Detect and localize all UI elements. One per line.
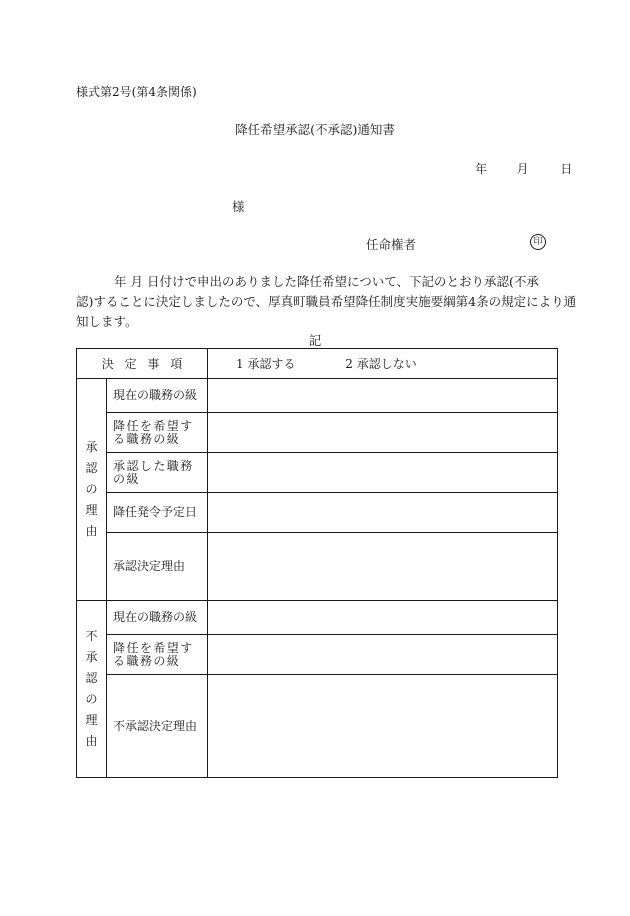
decision-row [77,349,558,379]
value-cell [208,413,558,453]
decision-options [208,349,558,379]
value-cell [208,493,558,533]
body-paragraph [76,272,577,332]
option-approve: 1 承認する [236,357,296,371]
date-day: 日 [560,162,573,176]
value-cell [208,601,558,635]
decision-label: 決定事項 [77,349,208,379]
row-label: 現在の職務の級 [107,379,208,413]
value-cell [208,533,558,601]
table-row [77,453,558,493]
date-line [475,160,572,177]
table-row [77,493,558,533]
row-label: 降任発令予定日 [107,493,208,533]
ki-heading: 記 [308,333,322,348]
table-row [77,675,558,778]
addressee: 様 [232,199,245,214]
date-month: 月 [516,162,529,176]
table-row [77,413,558,453]
table-row [77,379,558,413]
form-number: 様式第2号(第4条関係) [76,85,197,99]
row-label: 不承認決定理由 [107,675,208,778]
value-cell [208,675,558,778]
value-cell [208,453,558,493]
row-label: 降任を希望する職務の級 [107,413,208,453]
body-line-1: 年 月 日付けで申出のありました降任希望について、下記のとおり承認(不承 [114,274,539,289]
row-label: 承認決定理由 [107,533,208,601]
value-cell [208,379,558,413]
row-label: 現在の職務の級 [107,601,208,635]
row-label: 降任を希望する職務の級 [107,635,208,675]
table-row [77,635,558,675]
seal-mark: 印 [530,234,546,250]
disapproval-reason-group-label: 不 承 認 の 理 由 [77,601,107,778]
option-disapprove: 2 承認しない [345,357,417,371]
value-cell [208,635,558,675]
approval-reason-group-label: 承 認 の 理 由 [77,379,107,601]
table-row [77,601,558,635]
body-line-3: 知します。 [76,314,138,329]
table-row [77,533,558,601]
row-label: 承認した職務の級 [107,453,208,493]
appointing-authority: 任命権者 [366,237,417,252]
document-title: 降任希望承認(不承認)通知書 [235,122,395,137]
decision-table [76,348,558,778]
date-year: 年 [475,162,488,176]
body-line-2: 認)することに決定しましたので、厚真町職員希望降任制度実施要綱第4条の規定により通 [76,294,577,309]
